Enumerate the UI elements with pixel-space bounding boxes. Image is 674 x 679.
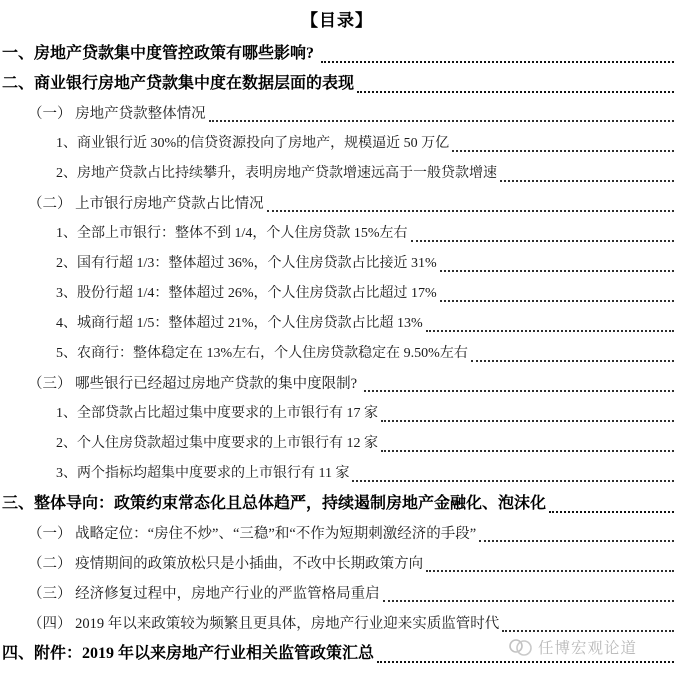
toc-entry[interactable] xyxy=(0,489,674,519)
toc-dot-leader xyxy=(267,210,674,212)
toc-entry-text: （三） 哪些银行已经超过房地产贷款的集中度限制? xyxy=(28,376,361,392)
toc-entry-text: 三、整体导向：政策约束常态化且总体趋严，持续遏制房地产金融化、泡沫化 xyxy=(2,495,547,512)
toc-entry[interactable] xyxy=(0,639,674,669)
toc-entry[interactable] xyxy=(0,249,674,279)
toc-entry[interactable] xyxy=(0,399,674,429)
watermark-text: 任博宏观论道 xyxy=(538,640,638,657)
toc-entry[interactable] xyxy=(0,39,674,69)
toc-entry[interactable] xyxy=(0,339,674,369)
toc-dot-leader xyxy=(549,511,674,513)
toc-entry-text: 3、两个指标均超集中度要求的上市银行有 11 家 xyxy=(56,466,350,481)
toc-dot-leader xyxy=(383,600,674,602)
toc-dot-leader xyxy=(377,661,674,663)
page-title: 【目录】 xyxy=(301,11,373,30)
toc-entry-text: （四） 2019 年以来政策较为频繁且更具体，房地产行业迎来实质监管时代 xyxy=(28,616,500,632)
toc-dot-leader xyxy=(426,570,674,572)
toc-dot-leader xyxy=(471,360,674,362)
toc-dot-leader xyxy=(381,420,674,422)
toc-dot-leader xyxy=(381,450,674,452)
toc-entry-text: （二） 疫情期间的政策放松只是小插曲，不改中长期政策方向 xyxy=(28,556,424,572)
toc-entry-text: 2、个人住房贷款超过集中度要求的上市银行有 12 家 xyxy=(56,436,378,451)
toc-entry-text: （三） 经济修复过程中，房地产行业的严监管格局重启 xyxy=(28,586,380,602)
toc-entry[interactable] xyxy=(0,549,674,579)
toc-entry[interactable] xyxy=(0,459,674,489)
toc-dot-leader xyxy=(411,240,674,242)
toc-entry-text: 一、房地产贷款集中度管控政策有哪些影响? xyxy=(2,45,319,62)
toc-entry[interactable] xyxy=(0,609,674,639)
toc-entry[interactable] xyxy=(0,309,674,339)
toc-dot-leader xyxy=(502,630,674,632)
toc-dot-leader xyxy=(352,480,674,482)
toc-entry-text: 1、全部贷款占比超过集中度要求的上市银行有 17 家 xyxy=(56,406,378,421)
toc-entry[interactable] xyxy=(0,129,674,159)
toc-entry[interactable] xyxy=(0,189,674,219)
toc-dot-leader xyxy=(209,120,674,122)
toc-dot-leader xyxy=(321,61,674,63)
toc-entry-text: 2、房地产贷款占比持续攀升，表明房地产贷款增速远高于一般贷款增速 xyxy=(56,166,497,181)
toc-entry-text: （一） 房地产贷款整体情况 xyxy=(28,106,206,122)
toc-entry-text: 1、全部上市银行：整体不到 1/4，个人住房贷款 15%左右 xyxy=(56,226,408,241)
toc-entry-text: 5、农商行：整体稳定在 13%左右，个人住房贷款稳定在 9.50%左右 xyxy=(56,346,468,361)
toc-entry-text: （一） 战略定位：“房住不炒”、“三稳”和“不作为短期刺激经济的手段” xyxy=(28,526,477,542)
toc-entry[interactable] xyxy=(0,99,674,129)
toc-entry-text: 1、商业银行近 30%的信贷资源投向了房地产，规模逼近 50 万亿 xyxy=(56,136,450,151)
toc-entry-text: （二） 上市银行房地产贷款占比情况 xyxy=(28,196,264,212)
toc-entry[interactable] xyxy=(0,219,674,249)
toc-dot-leader xyxy=(500,180,674,182)
toc-entry[interactable] xyxy=(0,69,674,99)
toc-dot-leader xyxy=(364,390,674,392)
toc-dot-leader xyxy=(440,300,674,302)
toc-dot-leader xyxy=(426,330,674,332)
toc-entry-text: 4、城商行超 1/5：整体超过 21%，个人住房贷款占比超 13% xyxy=(56,316,423,331)
toc-entry[interactable] xyxy=(0,429,674,459)
toc-entry-text: 2、国有行超 1/3：整体超过 36%，个人住房贷款占比接近 31% xyxy=(56,256,437,271)
toc-entry-text: 3、股份行超 1/4：整体超过 26%，个人住房贷款占比超过 17% xyxy=(56,286,437,301)
toc-entry-text: 二、商业银行房地产贷款集中度在数据层面的表现 xyxy=(2,75,355,92)
toc-entry[interactable] xyxy=(0,279,674,309)
toc-dot-leader xyxy=(479,540,674,542)
toc-entry[interactable] xyxy=(0,159,674,189)
toc-dot-leader xyxy=(357,91,674,93)
toc-entry-text: 四、附件：2019 年以来房地产行业相关监管政策汇总 xyxy=(2,645,375,662)
toc-entry[interactable] xyxy=(0,579,674,609)
toc-entry[interactable] xyxy=(0,369,674,399)
toc-dot-leader xyxy=(440,270,674,272)
toc-list xyxy=(0,39,674,669)
toc-entry[interactable] xyxy=(0,519,674,549)
toc-dot-leader xyxy=(452,150,674,152)
